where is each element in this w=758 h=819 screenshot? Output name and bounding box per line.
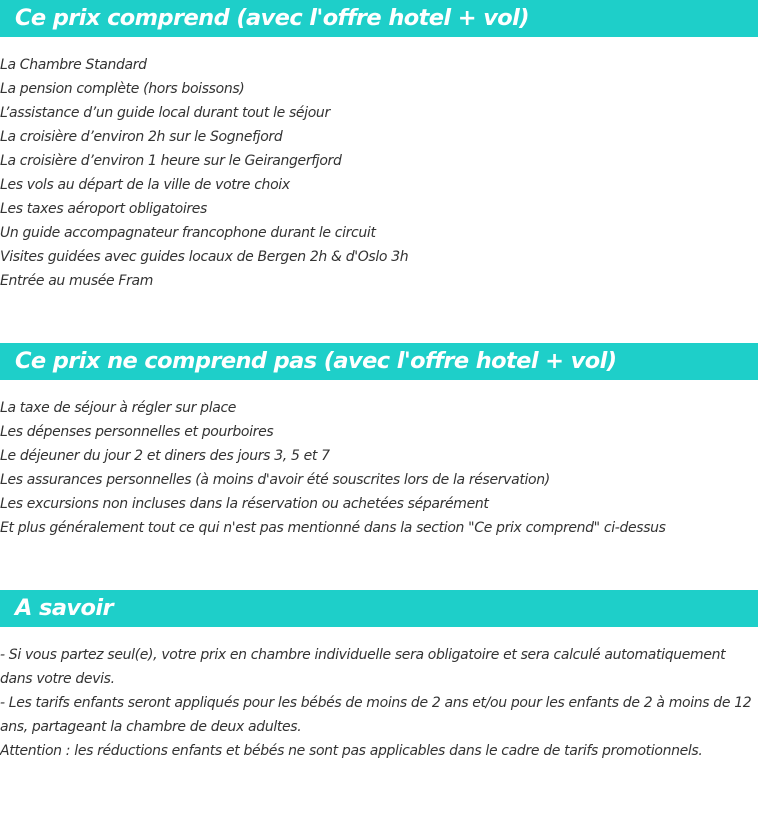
list-item: Entrée au musée Fram	[0, 273, 154, 289]
list-item: Le déjeuner du jour 2 et diners des jours 3, 5 et 7	[0, 448, 330, 464]
included-list	[0, 53, 758, 293]
list-item: La Chambre Standard	[0, 57, 147, 73]
info-paragraph: - Les tarifs enfants seront appliqués pour les bébés de moins de 2 ans et/ou pour les enfants de 2 à moins de 12 ans, partageant la chambre de deux adultes.	[0, 695, 752, 735]
list-item: La croisière d’environ 1 heure sur le Geirangerfjord	[0, 153, 342, 169]
list-item: Et plus généralement tout ce qui n'est pas mentionné dans la section "Ce prix comprend" ci-dessus	[0, 520, 666, 536]
section-header-not-included	[0, 343, 758, 380]
list-item: Les taxes aéroport obligatoires	[0, 201, 207, 217]
list-item: Les excursions non incluses dans la réservation ou achetées séparément	[0, 496, 489, 512]
not-included-list	[0, 396, 758, 540]
list-item: Un guide accompagnateur francophone durant le circuit	[0, 225, 376, 241]
section-header-included	[0, 0, 758, 37]
section-title-a-savoir: A savoir	[15, 595, 113, 621]
section-title-included: Ce prix comprend (avec l'offre hotel + vol)	[15, 5, 529, 31]
a-savoir-text	[0, 643, 752, 763]
info-paragraph: - Si vous partez seul(e), votre prix en chambre individuelle sera obligatoire et sera calculé automatiquement dans votre devis.	[0, 647, 726, 687]
list-item: La croisière d’environ 2h sur le Sognefjord	[0, 129, 283, 145]
info-paragraph: Attention : les réductions enfants et bébés ne sont pas applicables dans le cadre de tarifs promotionnels.	[0, 743, 703, 759]
list-item: La pension complète (hors boissons)	[0, 81, 245, 97]
list-item: Les assurances personnelles (à moins d'avoir été souscrites lors de la réservation)	[0, 472, 550, 488]
list-item: Visites guidées avec guides locaux de Bergen 2h & d'Oslo 3h	[0, 249, 409, 265]
list-item: Les dépenses personnelles et pourboires	[0, 424, 274, 440]
list-item: La taxe de séjour à régler sur place	[0, 400, 237, 416]
section-title-not-included: Ce prix ne comprend pas (avec l'offre hotel + vol)	[15, 348, 617, 374]
list-item: Les vols au départ de la ville de votre choix	[0, 177, 290, 193]
section-header-a-savoir	[0, 590, 758, 627]
list-item: L’assistance d’un guide local durant tout le séjour	[0, 105, 330, 121]
